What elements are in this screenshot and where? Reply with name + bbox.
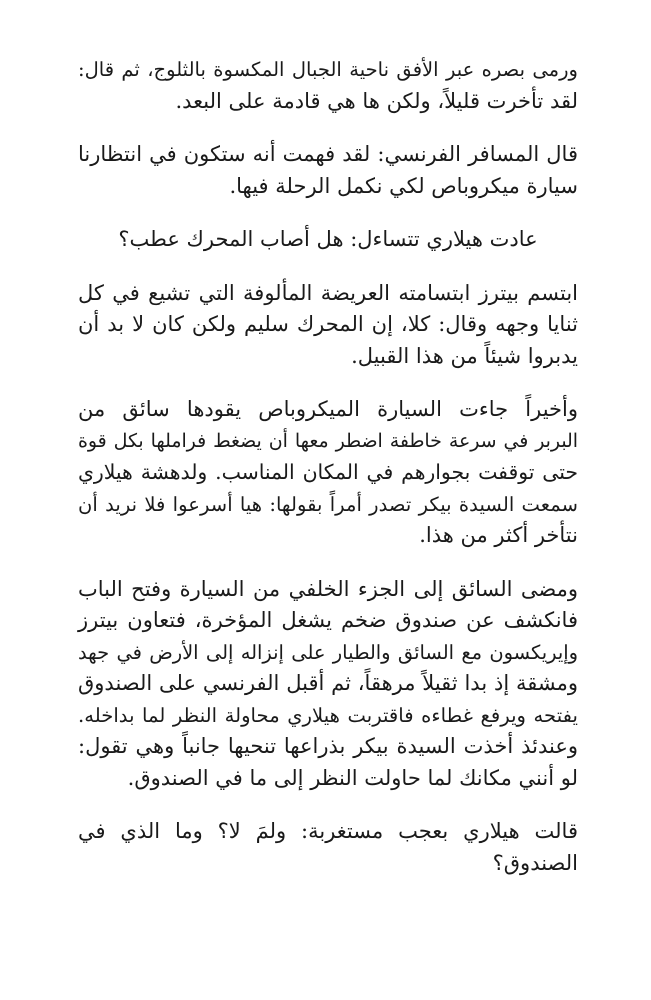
text-line: يفتحه ويرفع غطاءه فاقتربت هيلاري محاولة النظر لما بداخله. [78, 703, 578, 727]
text-line: ورمى بصره عبر الأفق ناحية الجبال المكسوة بالثلوج، ثم قال: [78, 58, 578, 81]
book-page [78, 54, 578, 901]
text-line: نتأخر أكثر من هذا. [419, 523, 578, 547]
text-line: سمعت السيدة بيكر تصدر أمراً بقولها: هيا أسرعوا فلا نريد أن [78, 492, 578, 516]
text-line: وعندئذ أخذت السيدة بيكر بذراعها تنحيها جانباً وهي تقول: [78, 734, 578, 758]
text-line: وإيريكسون مع السائق والطيار على إنزاله إلى الأرض في جهد [78, 640, 578, 664]
paragraph [78, 278, 578, 373]
text-line: ابتسم بيترز ابتسامته العريضة المألوفة التي تشيع في كل [78, 280, 578, 305]
text-line: البربر في سرعة خاطفة اضطر معها أن يضغط فراملها بكل قوة [78, 429, 578, 452]
paragraph [78, 139, 578, 202]
text-line: قالت هيلاري بعجب مستغربة: ولمَ لا؟ وما الذي في [78, 819, 578, 843]
text-line: يدبروا شيئاً من هذا القبيل. [351, 343, 578, 368]
paragraph [78, 54, 578, 117]
text-line: قال المسافر الفرنسي: لقد فهمت أنه ستكون في انتظارنا [78, 142, 578, 166]
paragraph [78, 224, 578, 256]
text-line: ومشقة إذ بدا ثقيلاً مرهقاً، ثم أقبل الفرنسي على الصندوق [78, 671, 578, 695]
text-line: سيارة ميكروباص لكي نكمل الرحلة فيها. [229, 173, 578, 198]
text-line: وأخيراً جاءت السيارة الميكروباص يقودها سائق من [78, 397, 578, 421]
text-line: ثنايا وجهه وقال: كلا، إن المحرك سليم ولكن كان لا بد أن [78, 312, 578, 336]
text-line: فانكشف عن صندوق ضخم يشغل المؤخرة، فتعاون بيترز [78, 608, 578, 632]
paragraph [78, 816, 578, 879]
text-line: عادت هيلاري تتساءل: هل أصاب المحرك عطب؟ [118, 227, 538, 251]
paragraph [78, 394, 578, 552]
text-line: حتى توقفت بجوارهم في المكان المناسب. ولدهشة هيلاري [78, 460, 578, 484]
paragraph [78, 574, 578, 795]
text-line: لقد تأخرت قليلاً، ولكن ها هي قادمة على البعد. [175, 88, 578, 113]
text-line: ومضى السائق إلى الجزء الخلفي من السيارة وفتح الباب [78, 576, 578, 601]
text-line: الصندوق؟ [492, 850, 578, 875]
text-line: لو أنني مكانك لما حاولت النظر إلى ما في الصندوق. [127, 765, 578, 790]
